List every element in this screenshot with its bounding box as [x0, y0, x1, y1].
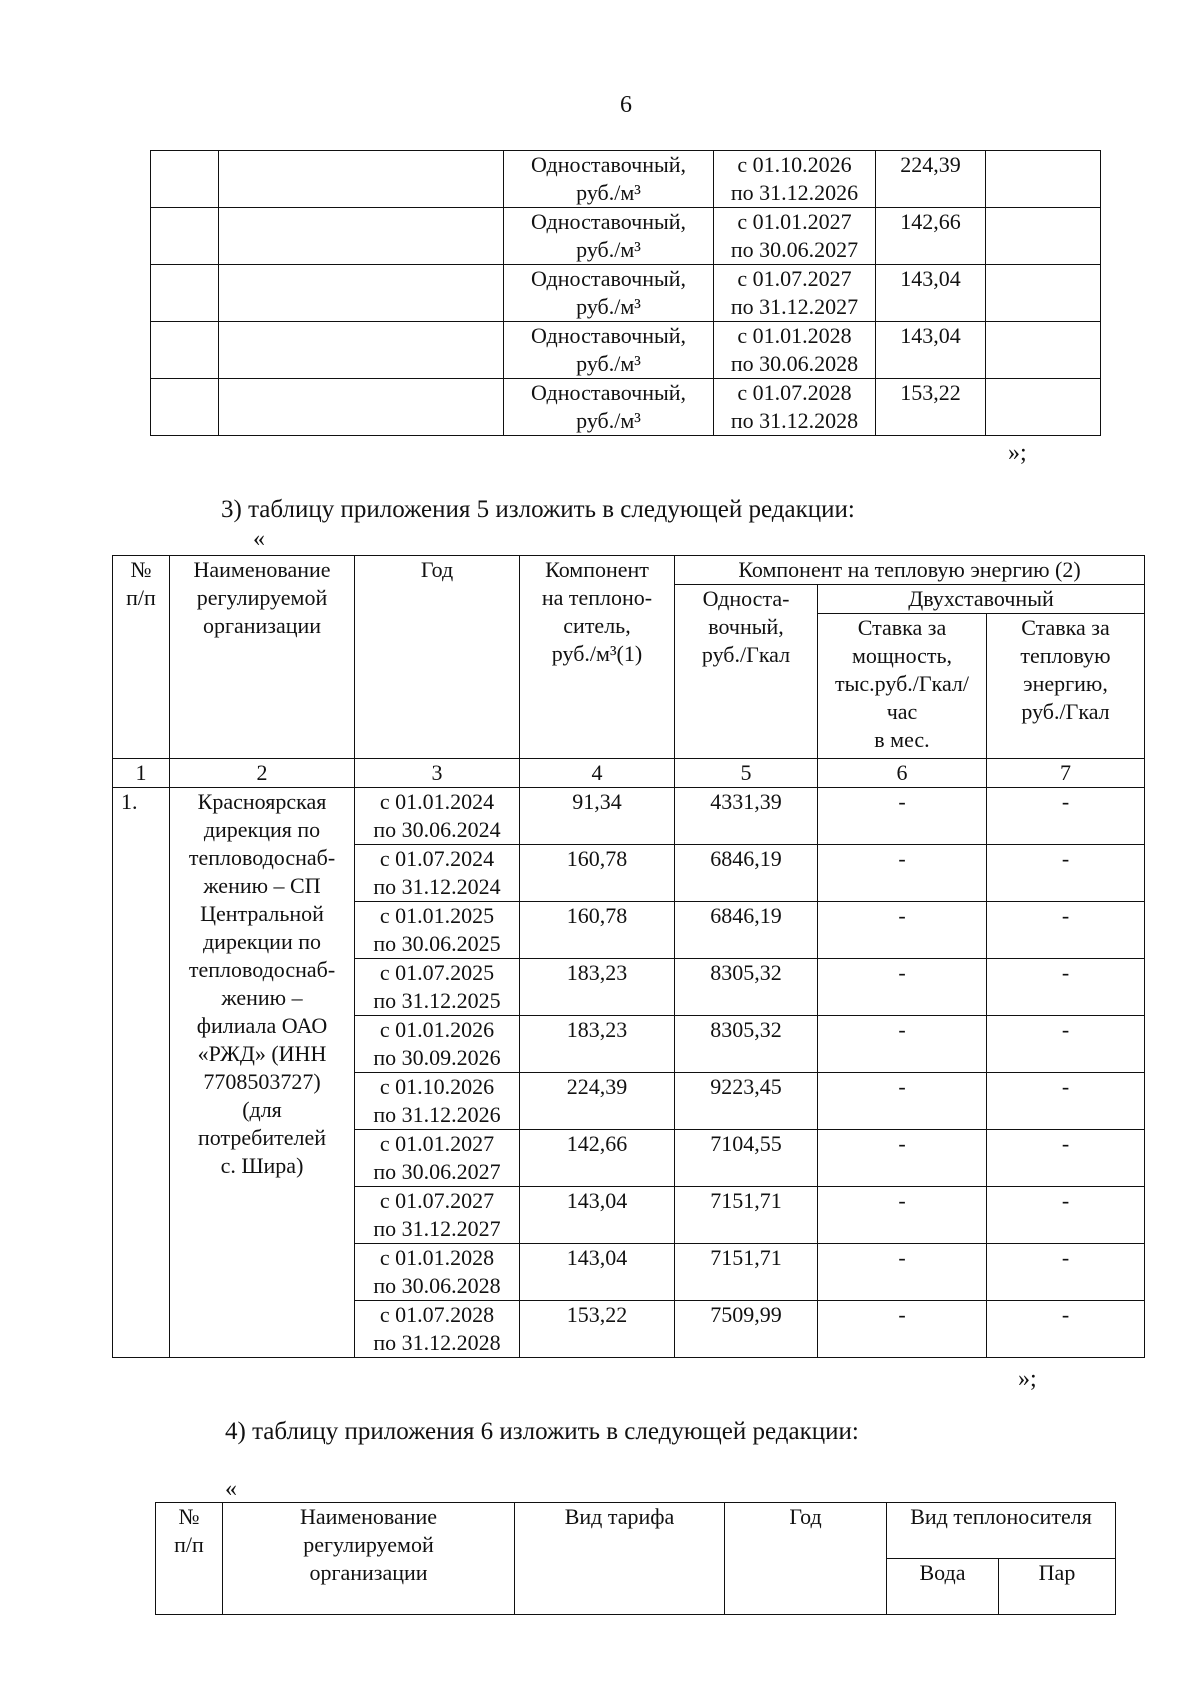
org-name-line: дирекция по: [203, 817, 321, 842]
capacity-rate-value: -: [818, 1016, 987, 1073]
continuation-table: [150, 150, 1101, 436]
period-cell-line: по 30.09.2026: [373, 1045, 501, 1070]
period-cell: [714, 265, 876, 322]
period-cell-line: с 01.01.2025: [379, 903, 495, 928]
tariff-cell-line: руб./м³: [576, 180, 641, 205]
tariff-cell-line: руб./м³: [576, 237, 641, 262]
single-rate-value: 8305,32: [675, 1016, 818, 1073]
energy-rate-value: -: [987, 845, 1145, 902]
header-single-rate: Односта- вочный, руб./Гкал: [675, 585, 818, 759]
header-steam: Пар: [999, 1559, 1116, 1615]
single-rate-value: 7509,99: [675, 1301, 818, 1358]
carrier-value: 183,23: [520, 959, 675, 1016]
energy-rate-value: -: [987, 902, 1145, 959]
org-cell: [219, 208, 504, 265]
org-name-line: 7708503727): [203, 1069, 321, 1094]
period-cell: [355, 1244, 520, 1301]
carrier-value: 153,22: [520, 1301, 675, 1358]
period-cell-line: с 01.01.2024: [379, 789, 495, 814]
value-cell: 142,66: [876, 208, 986, 265]
carrier-value: 183,23: [520, 1016, 675, 1073]
tariff-cell: [504, 265, 714, 322]
tariff-cell-line: руб./м³: [576, 294, 641, 319]
value-cell: 143,04: [876, 322, 986, 379]
tariff-cell-line: руб./м³: [576, 408, 641, 433]
open-quote: «: [225, 1476, 237, 1502]
org-name-line: с. Шира): [220, 1153, 304, 1178]
value-cell: 224,39: [876, 151, 986, 208]
single-rate-value: 8305,32: [675, 959, 818, 1016]
header-num: № п/п: [156, 1503, 223, 1615]
row-number: 1.: [113, 788, 170, 1358]
period-cell-line: по 31.12.2026: [730, 180, 859, 205]
period-cell: [714, 208, 876, 265]
period-cell-line: по 31.12.2025: [373, 988, 501, 1013]
carrier-value: 143,04: [520, 1244, 675, 1301]
period-cell: [714, 322, 876, 379]
period-cell-line: с 01.01.2026: [379, 1017, 495, 1042]
num-cell: [151, 151, 219, 208]
carrier-value: 142,66: [520, 1130, 675, 1187]
col-number: 1: [113, 759, 170, 788]
num-cell: [151, 208, 219, 265]
period-cell-line: с 01.07.2028: [737, 380, 852, 405]
header-energy-rate: Ставка за тепловую энергию, руб./Гкал: [987, 614, 1145, 759]
org-name-line: жению –: [221, 985, 303, 1010]
period-cell-line: с 01.07.2025: [379, 960, 495, 985]
num-cell: [151, 322, 219, 379]
capacity-rate-value: -: [818, 1187, 987, 1244]
table-row: [151, 379, 1101, 436]
period-cell: [355, 902, 520, 959]
period-cell-line: по 31.12.2028: [373, 1330, 501, 1355]
energy-rate-value: -: [987, 788, 1145, 845]
tariff-cell: [504, 322, 714, 379]
period-cell: [355, 788, 520, 845]
single-rate-value: 7151,71: [675, 1244, 818, 1301]
capacity-rate-value: -: [818, 1244, 987, 1301]
section4-heading: 4) таблицу приложения 6 изложить в следующей редакции:: [225, 1418, 859, 1445]
tariff-cell: [504, 379, 714, 436]
period-cell-line: по 31.12.2027: [373, 1216, 501, 1241]
energy-rate-value: -: [987, 1301, 1145, 1358]
num-cell: [151, 265, 219, 322]
period-cell-line: по 31.12.2027: [730, 294, 859, 319]
header-heat-component: Компонент на тепловую энергию (2): [675, 556, 1145, 585]
org-cell: [219, 265, 504, 322]
energy-rate-value: -: [987, 1244, 1145, 1301]
header-carrier-type: Вид теплоносителя: [887, 1503, 1116, 1559]
period-cell-line: по 30.06.2024: [373, 817, 501, 842]
org-name-line: Красноярская: [197, 789, 327, 814]
carrier-value: 91,34: [520, 788, 675, 845]
capacity-rate-value: -: [818, 959, 987, 1016]
period-cell: [714, 151, 876, 208]
org-name-line: тепловодоснаб-: [188, 845, 336, 870]
org-name-line: «РЖД» (ИНН: [197, 1041, 327, 1066]
org-cell: [219, 379, 504, 436]
open-quote: «: [253, 526, 265, 552]
col-number: 3: [355, 759, 520, 788]
header-tariff-type: Вид тарифа: [515, 1503, 725, 1615]
closing-quote: »;: [1018, 1366, 1037, 1392]
org-name: [170, 788, 355, 1358]
table-row: [113, 788, 1145, 845]
period-cell-line: с 01.01.2027: [737, 209, 852, 234]
value-cell: 153,22: [876, 379, 986, 436]
single-rate-value: 4331,39: [675, 788, 818, 845]
period-cell: [355, 845, 520, 902]
org-name-line: жению – СП: [203, 873, 321, 898]
single-rate-value: 7104,55: [675, 1130, 818, 1187]
capacity-rate-value: -: [818, 1073, 987, 1130]
header-two-rate: Двухставочный: [818, 585, 1145, 614]
carrier-value: 224,39: [520, 1073, 675, 1130]
period-cell-line: с 01.07.2027: [379, 1188, 495, 1213]
period-cell: [355, 1187, 520, 1244]
empty-cell: [986, 322, 1101, 379]
closing-quote: »;: [1008, 440, 1027, 466]
period-cell-line: с 01.07.2024: [379, 846, 495, 871]
appendix5-table: [112, 555, 1145, 1358]
capacity-rate-value: -: [818, 845, 987, 902]
empty-cell: [986, 265, 1101, 322]
col-number: 7: [987, 759, 1145, 788]
col-number: 2: [170, 759, 355, 788]
capacity-rate-value: -: [818, 902, 987, 959]
capacity-rate-value: -: [818, 1130, 987, 1187]
period-cell: [714, 379, 876, 436]
header-year: Год: [355, 556, 520, 759]
tariff-cell-line: Одноставочный,: [530, 380, 687, 405]
period-cell-line: по 30.06.2028: [730, 351, 859, 376]
period-cell-line: по 30.06.2027: [373, 1159, 501, 1184]
energy-rate-value: -: [987, 1130, 1145, 1187]
period-cell-line: по 30.06.2027: [730, 237, 859, 262]
period-cell: [355, 1073, 520, 1130]
period-cell-line: с 01.10.2026: [737, 152, 852, 177]
energy-rate-value: -: [987, 1073, 1145, 1130]
period-cell-line: по 30.06.2028: [373, 1273, 501, 1298]
org-name-line: тепловодоснаб-: [188, 957, 336, 982]
period-cell-line: по 31.12.2028: [730, 408, 859, 433]
carrier-value: 143,04: [520, 1187, 675, 1244]
period-cell-line: с 01.07.2027: [737, 266, 852, 291]
org-name-line: (для: [242, 1097, 282, 1122]
carrier-value: 160,78: [520, 902, 675, 959]
header-year: Год: [725, 1503, 887, 1615]
org-name-line: дирекции по: [202, 929, 321, 954]
single-rate-value: 6846,19: [675, 845, 818, 902]
col-number: 6: [818, 759, 987, 788]
value-cell: 143,04: [876, 265, 986, 322]
period-cell: [355, 1016, 520, 1073]
table-row: [151, 322, 1101, 379]
table-row: [151, 151, 1101, 208]
appendix6-table: [155, 1502, 1116, 1615]
period-cell: [355, 1130, 520, 1187]
table-row: [151, 208, 1101, 265]
period-cell: [355, 959, 520, 1016]
period-cell-line: по 31.12.2024: [373, 874, 501, 899]
single-rate-value: 6846,19: [675, 902, 818, 959]
period-cell-line: с 01.01.2028: [737, 323, 852, 348]
col-number: 5: [675, 759, 818, 788]
page-number: 6: [620, 92, 632, 118]
column-numbers-row: [113, 759, 1145, 788]
tariff-cell: [504, 208, 714, 265]
org-name-line: филиала ОАО: [196, 1013, 328, 1038]
energy-rate-value: -: [987, 1187, 1145, 1244]
section3-heading: 3) таблицу приложения 5 изложить в следующей редакции:: [221, 496, 855, 523]
tariff-cell-line: Одноставочный,: [530, 152, 687, 177]
tariff-cell-line: Одноставочный,: [530, 209, 687, 234]
tariff-cell-line: Одноставочный,: [530, 323, 687, 348]
period-cell-line: по 31.12.2026: [373, 1102, 501, 1127]
period-cell: [355, 1301, 520, 1358]
capacity-rate-value: -: [818, 788, 987, 845]
capacity-rate-value: -: [818, 1301, 987, 1358]
header-org: Наименование регулируемой организации: [170, 556, 355, 759]
period-cell-line: с 01.10.2026: [379, 1074, 495, 1099]
single-rate-value: 9223,45: [675, 1073, 818, 1130]
single-rate-value: 7151,71: [675, 1187, 818, 1244]
org-cell: [219, 151, 504, 208]
header-carrier: Компонент на теплоно- ситель, руб./м³(1): [520, 556, 675, 759]
header-org: Наименование регулируемой организации: [223, 1503, 515, 1615]
energy-rate-value: -: [987, 959, 1145, 1016]
col-number: 4: [520, 759, 675, 788]
org-name-line: потребителей: [198, 1125, 326, 1150]
empty-cell: [986, 151, 1101, 208]
carrier-value: 160,78: [520, 845, 675, 902]
num-cell: [151, 379, 219, 436]
period-cell-line: с 01.07.2028: [379, 1302, 495, 1327]
tariff-cell: [504, 151, 714, 208]
tariff-cell-line: руб./м³: [576, 351, 641, 376]
period-cell-line: с 01.01.2027: [379, 1131, 495, 1156]
energy-rate-value: -: [987, 1016, 1145, 1073]
header-water: Вода: [887, 1559, 999, 1615]
header-capacity-rate: Ставка за мощность, тыс.руб./Гкал/ час в мес.: [818, 614, 987, 759]
org-name-line: Центральной: [200, 901, 324, 926]
period-cell-line: с 01.01.2028: [379, 1245, 495, 1270]
org-cell: [219, 322, 504, 379]
tariff-cell-line: Одноставочный,: [530, 266, 687, 291]
empty-cell: [986, 208, 1101, 265]
table-row: [151, 265, 1101, 322]
empty-cell: [986, 379, 1101, 436]
period-cell-line: по 30.06.2025: [373, 931, 501, 956]
header-num: № п/п: [113, 556, 170, 759]
